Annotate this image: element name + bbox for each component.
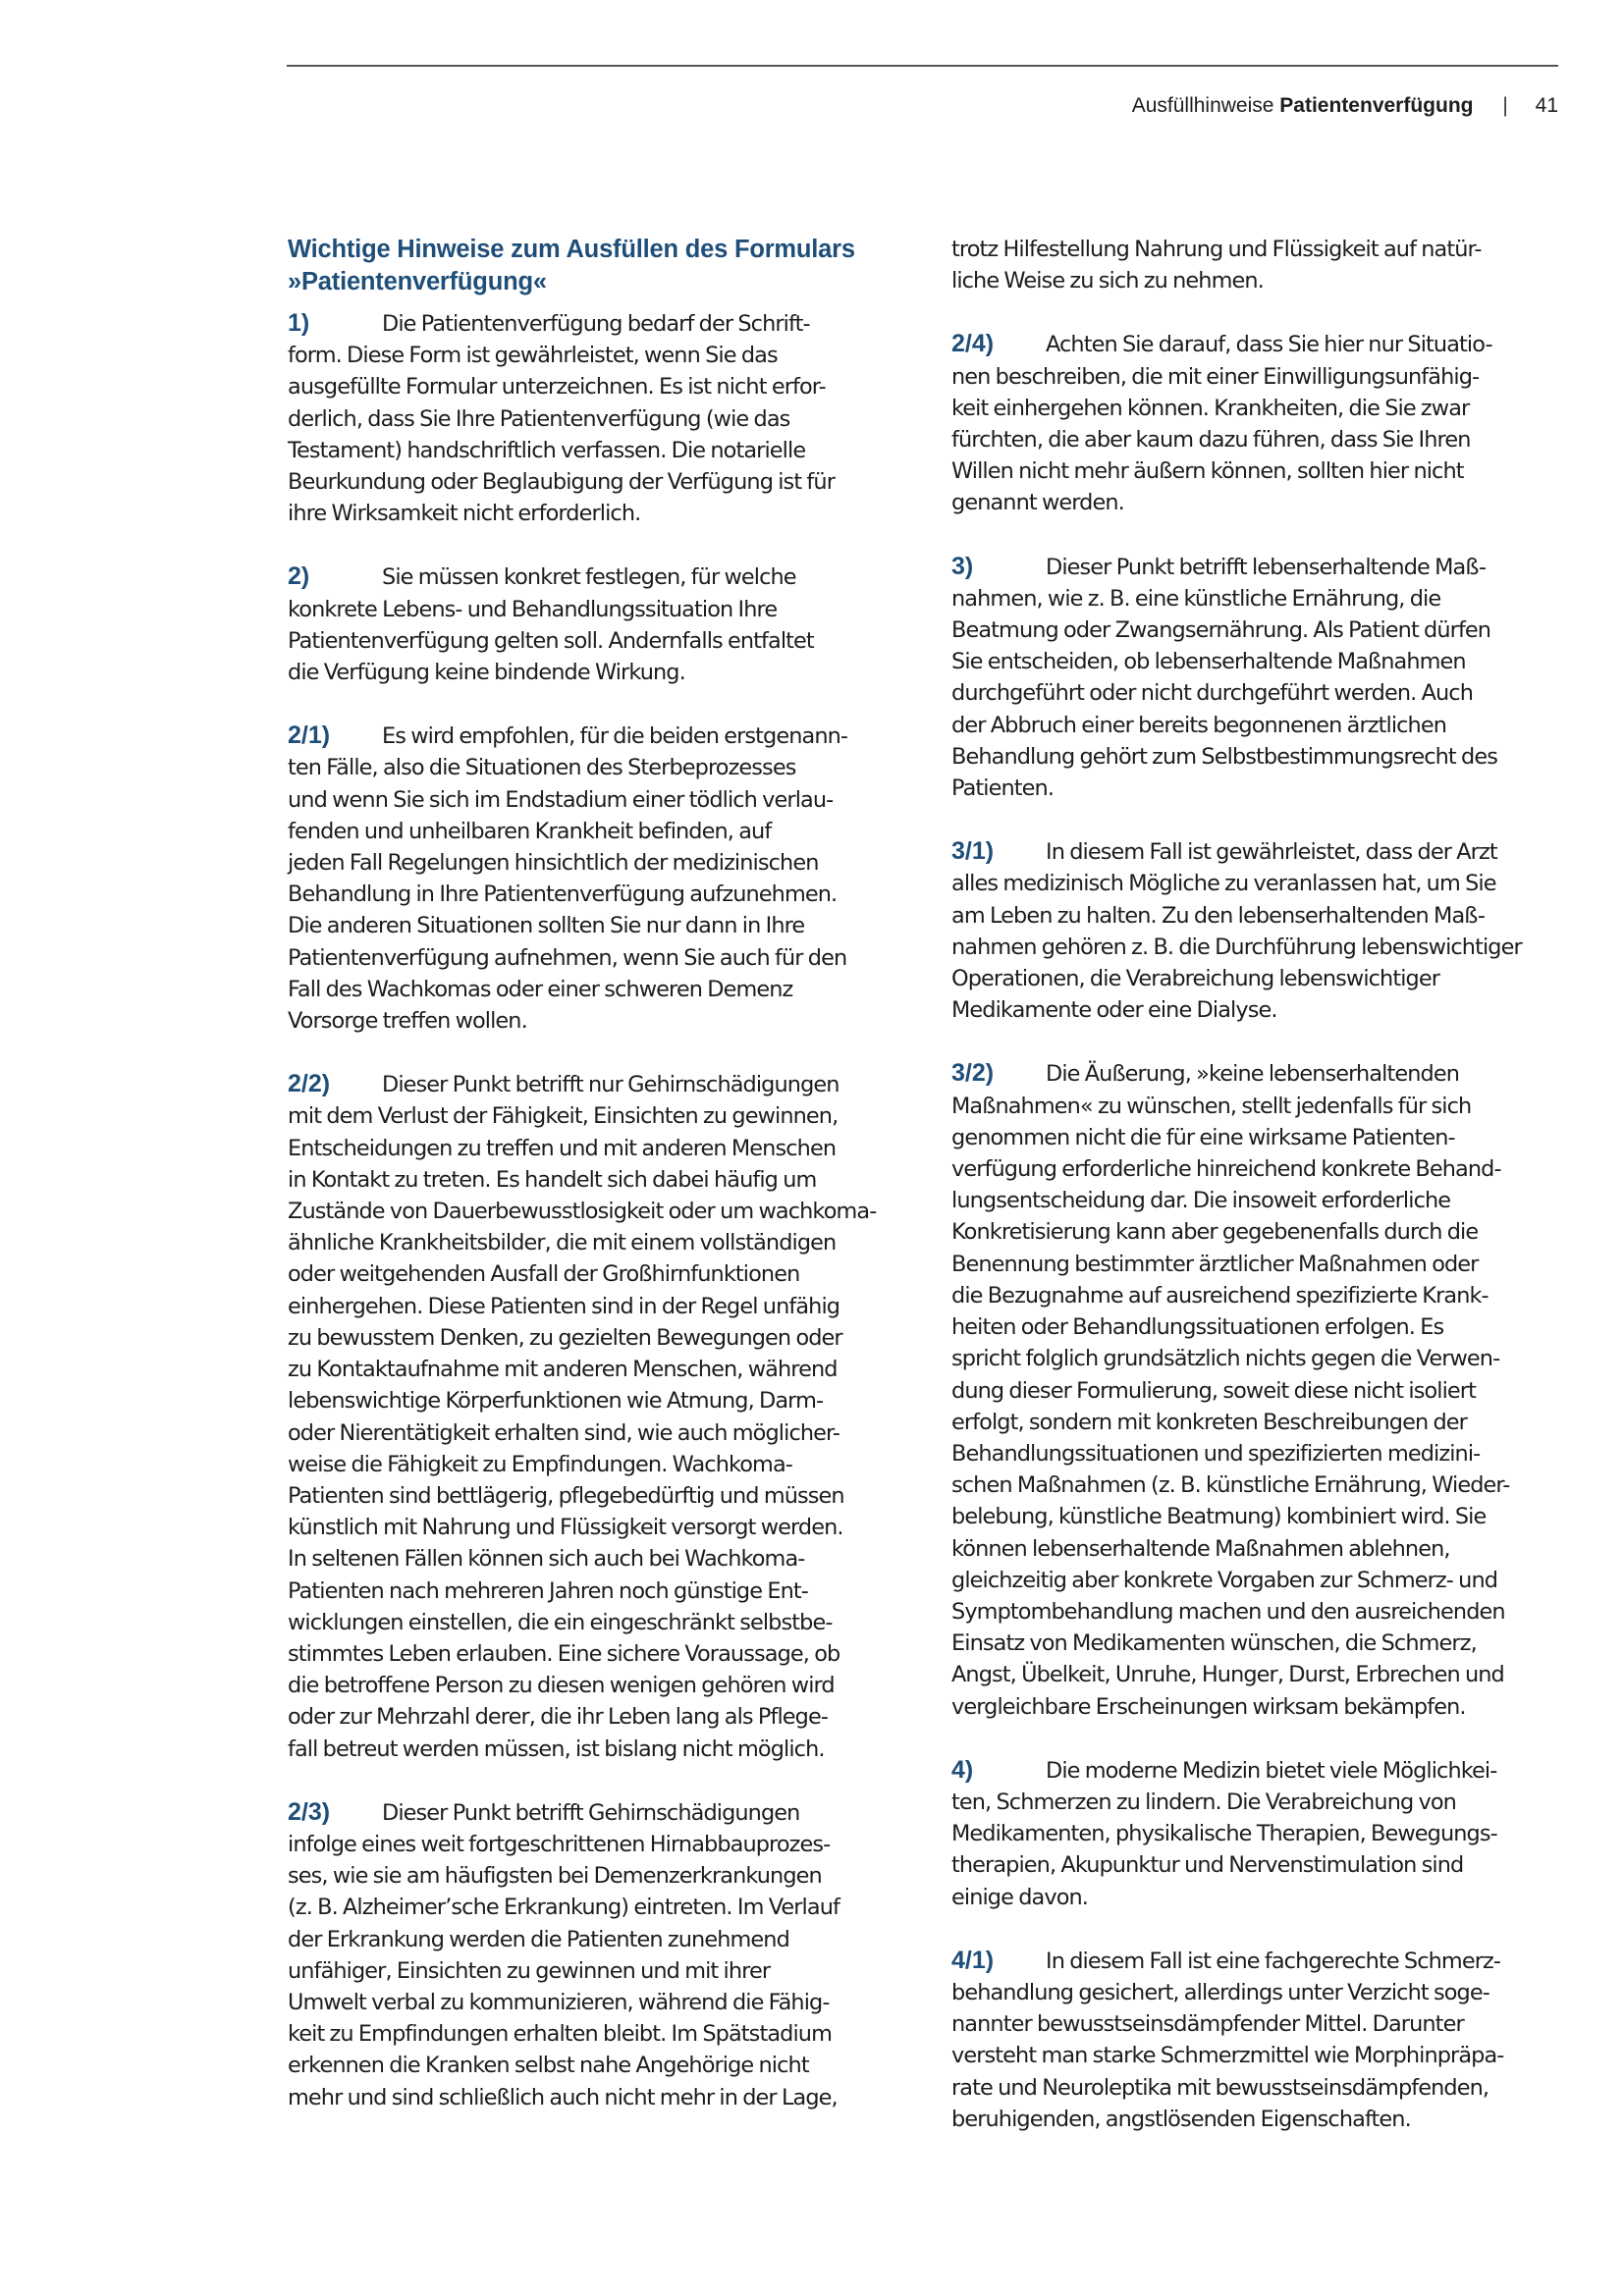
text-line: Dieser Punkt betrifft Gehirnschädigungen <box>382 1799 800 1826</box>
text-line: Maßnahmen« zu wünschen, stellt jedenfalls für sich <box>951 1093 1472 1119</box>
text-line: nahmen, wie z. B. eine künstliche Ernährung, die <box>951 585 1441 612</box>
text-line: ihre Wirksamkeit nicht erforderlich. <box>288 501 641 527</box>
text-line: ähnliche Krankheitsbilder, die mit einem vollständigen <box>288 1230 837 1256</box>
text-line: Die moderne Medizin bietet viele Möglichkei- <box>1046 1757 1497 1784</box>
text-line: Konkretisierung kann aber gegebenenfalls durch die <box>951 1219 1479 1246</box>
right-column <box>951 234 1565 2166</box>
note-number: 2/4) <box>951 330 995 358</box>
running-head <box>1132 92 1558 120</box>
text-line: fürchten, die aber kaum dazu führen, dass Sie Ihren <box>951 427 1471 454</box>
note-first-line <box>288 720 901 752</box>
text-line: ausgefüllte Formular unterzeichnen. Es ist nicht erfor- <box>288 374 826 400</box>
text-line: Operationen, die Verabreichung lebenswichtiger <box>951 966 1440 992</box>
title-line: Wichtige Hinweise zum Ausfüllen des Formulars <box>288 236 855 263</box>
text-line: am Leben zu halten. Zu den lebenserhaltenden Maß- <box>951 902 1486 929</box>
text-line: behandlung gesichert, allerdings unter Verzicht soge- <box>951 1979 1489 2005</box>
section-label: Ausfüllhinweise <box>1131 94 1274 117</box>
text-line: Beatmung oder Zwangsernährung. Als Patient dürfen <box>951 617 1491 644</box>
text-line: vergleichbare Erscheinungen wirksam bekämpfen. <box>951 1693 1466 1720</box>
text-line: therapien, Akupunktur und Nervenstimulation sind <box>951 1852 1464 1879</box>
text-line: können lebenserhaltende Maßnahmen ablehnen, <box>951 1535 1450 1562</box>
text-line: oder weitgehenden Ausfall der Großhirnfunktionen <box>288 1261 800 1288</box>
text-line: erfolgt, sondern mit konkreten Beschreibungen der <box>951 1409 1467 1435</box>
text-line: erkennen die Kranken selbst nahe Angehörige nicht <box>288 2053 809 2079</box>
text-line: genommen nicht die für eine wirksame Patienten- <box>951 1124 1455 1150</box>
text-line: Patientenverfügung aufnehmen, wenn Sie auch für den <box>288 944 847 971</box>
text-line: Beurkundung oder Beglaubigung der Verfügung ist für <box>288 469 835 496</box>
title-line: »Patientenverfügung« <box>288 268 547 295</box>
text-line: keit einhergehen können. Krankheiten, die Sie zwar <box>951 395 1470 421</box>
note-paragraph <box>951 835 1565 1026</box>
text-line: Die Äußerung, »keine lebenserhaltenden <box>1046 1061 1460 1088</box>
text-line: nen beschreiben, die mit einer Einwilligungsunfähig- <box>951 363 1480 390</box>
text-line: rate und Neuroleptika mit bewusstseinsdämpfenden, <box>951 2074 1489 2101</box>
text-line: heiten oder Behandlungssituationen erfolgen. Es <box>951 1314 1444 1341</box>
text-line: die betroffene Person zu diesen wenigen gehören wird <box>288 1673 835 1699</box>
text-line: Patienten nach mehreren Jahren noch günstige Ent- <box>288 1577 808 1604</box>
text-line: belebung, künstliche Beatmung) kombiniert wird. Sie <box>951 1504 1487 1530</box>
text-line: Behandlungssituationen und spezifizierten medizini- <box>951 1440 1481 1467</box>
text-line: weise die Fähigkeit zu Empfindungen. Wachkoma- <box>288 1451 792 1477</box>
text-line: lebenswichtige Körperfunktionen wie Atmung, Darm- <box>288 1388 824 1415</box>
text-line: liche Weise zu sich zu nehmen. <box>951 268 1264 294</box>
text-line: (z. B. Alzheimer’sche Erkrankung) eintreten. Im Verlauf <box>288 1895 839 1921</box>
text-line: Angst, Übelkeit, Unruhe, Hunger, Durst, Erbrechen und <box>951 1662 1504 1688</box>
text-line: Dieser Punkt betrifft lebenserhaltende Maß- <box>1046 554 1487 580</box>
text-line: schen Maßnahmen (z. B. künstliche Ernährung, Wieder- <box>951 1472 1510 1499</box>
text-line: der Abbruch einer bereits begonnenen ärztlichen <box>951 712 1447 738</box>
note-paragraph <box>288 561 901 688</box>
note-paragraph <box>951 1057 1565 1722</box>
text-line: In seltenen Fällen können sich auch bei Wachkoma- <box>288 1546 805 1573</box>
note-number: 3) <box>951 552 974 580</box>
header-rule <box>287 65 1558 67</box>
note-paragraph <box>288 1796 901 2113</box>
text-line: spricht folglich grundsätzlich nichts gegen die Verwen- <box>951 1346 1500 1372</box>
text-line: Achten Sie darauf, dass Sie hier nur Situatio- <box>1046 332 1492 358</box>
text-line: die Bezugnahme auf ausreichend spezifizierte Krank- <box>951 1282 1489 1308</box>
text-line: alles medizinisch Mögliche zu veranlassen hat, um Sie <box>951 871 1496 897</box>
text-line: Die anderen Situationen sollten Sie nur dann in Ihre <box>288 913 805 939</box>
text-line: Patienten sind bettlägerig, pflegebedürftig und müssen <box>288 1482 844 1509</box>
text-line: Testament) handschriftlich verfassen. Die notarielle <box>288 437 806 463</box>
text-line: und wenn Sie sich im Endstadium einer tödlich verlau- <box>288 786 834 813</box>
note-paragraph <box>951 328 1565 518</box>
note-first-line <box>951 1945 1565 1977</box>
text-line: Entscheidungen zu treffen und mit anderen Menschen <box>288 1135 837 1161</box>
text-line: mit dem Verlust der Fähigkeit, Einsichten zu gewinnen, <box>288 1103 839 1130</box>
text-line: durchgeführt oder nicht durchgeführt werden. Auch <box>951 680 1473 707</box>
text-line: einhergehen. Diese Patienten sind in der Regel unfähig <box>288 1293 840 1319</box>
text-line: Behandlung gehört zum Selbstbestimmungsrecht des <box>951 743 1497 770</box>
note-paragraph <box>288 1068 901 1764</box>
text-line: stimmtes Leben erlauben. Eine sichere Voraussage, ob <box>288 1640 840 1667</box>
note-number: 3/2) <box>951 1059 995 1088</box>
header-separator: | <box>1502 94 1508 117</box>
note-first-line <box>951 1754 1565 1787</box>
note-number: 4) <box>951 1755 974 1784</box>
text-line: Patienten. <box>951 775 1055 802</box>
text-line: der Erkrankung werden die Patienten zunehmend <box>288 1926 789 1952</box>
text-line: Es wird empfohlen, für die beiden erstgenann- <box>382 723 848 750</box>
text-line: unfähiger, Einsichten zu gewinnen und mit ihrer <box>288 1957 771 1984</box>
note-paragraph <box>951 1754 1565 1913</box>
text-line: verfügung erforderliche hinreichend konkrete Behand- <box>951 1156 1501 1183</box>
text-line: nannter bewusstseinsdämpfender Mittel. Darunter <box>951 2011 1464 2038</box>
text-line: Willen nicht mehr äußern können, sollten hier nicht <box>951 458 1464 485</box>
text-line: mehr und sind schließlich auch nicht mehr in der Lage, <box>288 2084 838 2110</box>
text-line: oder zur Mehrzahl derer, die ihr Leben lang als Pflege- <box>288 1704 829 1731</box>
text-line: In diesem Fall ist eine fachgerechte Schmerz- <box>1046 1948 1501 1974</box>
text-line: genannt werden. <box>951 490 1124 516</box>
note-paragraph <box>951 1945 1565 2135</box>
text-line: Behandlung in Ihre Patientenverfügung aufzunehmen. <box>288 881 838 908</box>
text-line: infolge eines weit fortgeschrittenen Hirnabbauprozes- <box>288 1831 831 1857</box>
text-line: zu bewusstem Denken, zu gezielten Bewegungen oder <box>288 1324 842 1351</box>
text-line: beruhigenden, angstlösenden Eigenschaften. <box>951 2106 1411 2132</box>
left-column <box>288 234 901 2145</box>
note-first-line <box>951 551 1565 583</box>
text-line: Einsatz von Medikamenten wünschen, die Schmerz, <box>951 1630 1477 1657</box>
note-first-line <box>951 1057 1565 1090</box>
text-line: einige davon. <box>951 1884 1089 1910</box>
text-line: in Kontakt zu treten. Es handelt sich dabei häufig um <box>288 1166 817 1193</box>
note-first-line <box>288 1796 901 1829</box>
text-line: derlich, dass Sie Ihre Patientenverfügung (wie das <box>288 405 790 432</box>
text-line: die Verfügung keine bindende Wirkung. <box>288 660 685 686</box>
note-number: 2/1) <box>288 721 331 750</box>
note-number: 1) <box>288 309 310 337</box>
note-first-line <box>288 307 901 340</box>
text-line: form. Diese Form ist gewährleistet, wenn Sie das <box>288 343 778 369</box>
text-line: Medikamente oder eine Dialyse. <box>951 997 1277 1024</box>
text-line: Zustände von Dauerbewusstlosigkeit oder um wachkoma- <box>288 1199 877 1225</box>
note-first-line <box>288 1068 901 1100</box>
note-number: 4/1) <box>951 1946 995 1974</box>
text-line: Patientenverfügung gelten soll. Andernfalls entfaltet <box>288 627 814 654</box>
text-line: Symptombehandlung machen und den ausreichenden <box>951 1598 1505 1625</box>
note-first-line <box>288 561 901 593</box>
text-line: künstlich mit Nahrung und Flüssigkeit versorgt werden. <box>288 1515 843 1541</box>
text-line: lungsentscheidung dar. Die insoweit erforderliche <box>951 1188 1451 1214</box>
text-line: ten, Schmerzen zu lindern. Die Verabreichung von <box>951 1789 1456 1815</box>
text-line: fenden und unheilbaren Krankheit befinden, auf <box>288 818 772 844</box>
text-line: Medikamenten, physikalische Therapien, Bewegungs- <box>951 1821 1497 1847</box>
note-paragraph <box>288 307 901 529</box>
note-paragraph <box>288 720 901 1037</box>
page-number: 41 <box>1535 94 1558 117</box>
text-line: Sie müssen konkret festlegen, für welche <box>382 564 796 591</box>
page-title <box>288 234 901 298</box>
text-line: dung dieser Formulierung, soweit diese nicht isoliert <box>951 1377 1476 1404</box>
text-line: Fall des Wachkomas oder einer schweren Demenz <box>288 976 793 1002</box>
text-line: In diesem Fall ist gewährleistet, dass der Arzt <box>1046 839 1497 866</box>
text-line: zu Kontaktaufnahme mit anderen Menschen, während <box>288 1357 838 1383</box>
note-number: 2) <box>288 562 310 591</box>
note-number: 3/1) <box>951 837 995 866</box>
continuation-paragraph <box>951 234 1565 296</box>
note-first-line <box>951 835 1565 868</box>
section-title: Patientenverfügung <box>1279 94 1474 117</box>
text-line: fall betreut werden müssen, ist bislang nicht möglich. <box>288 1735 825 1762</box>
text-line: Sie entscheiden, ob lebenserhaltende Maßnahmen <box>951 649 1466 675</box>
text-line: ses, wie sie am häufigsten bei Demenzerkrankungen <box>288 1863 822 1890</box>
text-line: Umwelt verbal zu kommunizieren, während die Fähig- <box>288 1989 830 2015</box>
note-paragraph <box>951 551 1565 805</box>
note-number: 2/3) <box>288 1797 331 1826</box>
text-line: konkrete Lebens- und Behandlungssituation Ihre <box>288 596 778 622</box>
text-line: jeden Fall Regelungen hinsichtlich der medizinischen <box>288 850 819 877</box>
text-line: Dieser Punkt betrifft nur Gehirnschädigungen <box>382 1072 839 1098</box>
text-line: gleichzeitig aber konkrete Vorgaben zur Schmerz- und <box>951 1567 1498 1593</box>
text-line: Benennung bestimmter ärztlicher Maßnahmen oder <box>951 1251 1479 1277</box>
text-line: oder Nierentätigkeit erhalten sind, wie auch möglicher- <box>288 1419 840 1446</box>
text-line: nahmen gehören z. B. die Durchführung lebenswichtiger <box>951 934 1522 960</box>
text-line: Die Patientenverfügung bedarf der Schrift- <box>382 311 810 337</box>
text-line: versteht man starke Schmerzmittel wie Morphinpräpa- <box>951 2043 1504 2069</box>
note-number: 2/2) <box>288 1070 331 1098</box>
note-first-line <box>951 328 1565 360</box>
text-line: wicklungen einstellen, die ein eingeschränkt selbstbe- <box>288 1609 833 1635</box>
text-line: keit zu Empfindungen erhalten bleibt. Im Spätstadium <box>288 2021 832 2048</box>
text-line: ten Fälle, also die Situationen des Sterbeprozesses <box>288 755 796 781</box>
text-line: Vorsorge treffen wollen. <box>288 1008 527 1035</box>
text-line: trotz Hilfestellung Nahrung und Flüssigkeit auf natür- <box>951 237 1482 262</box>
